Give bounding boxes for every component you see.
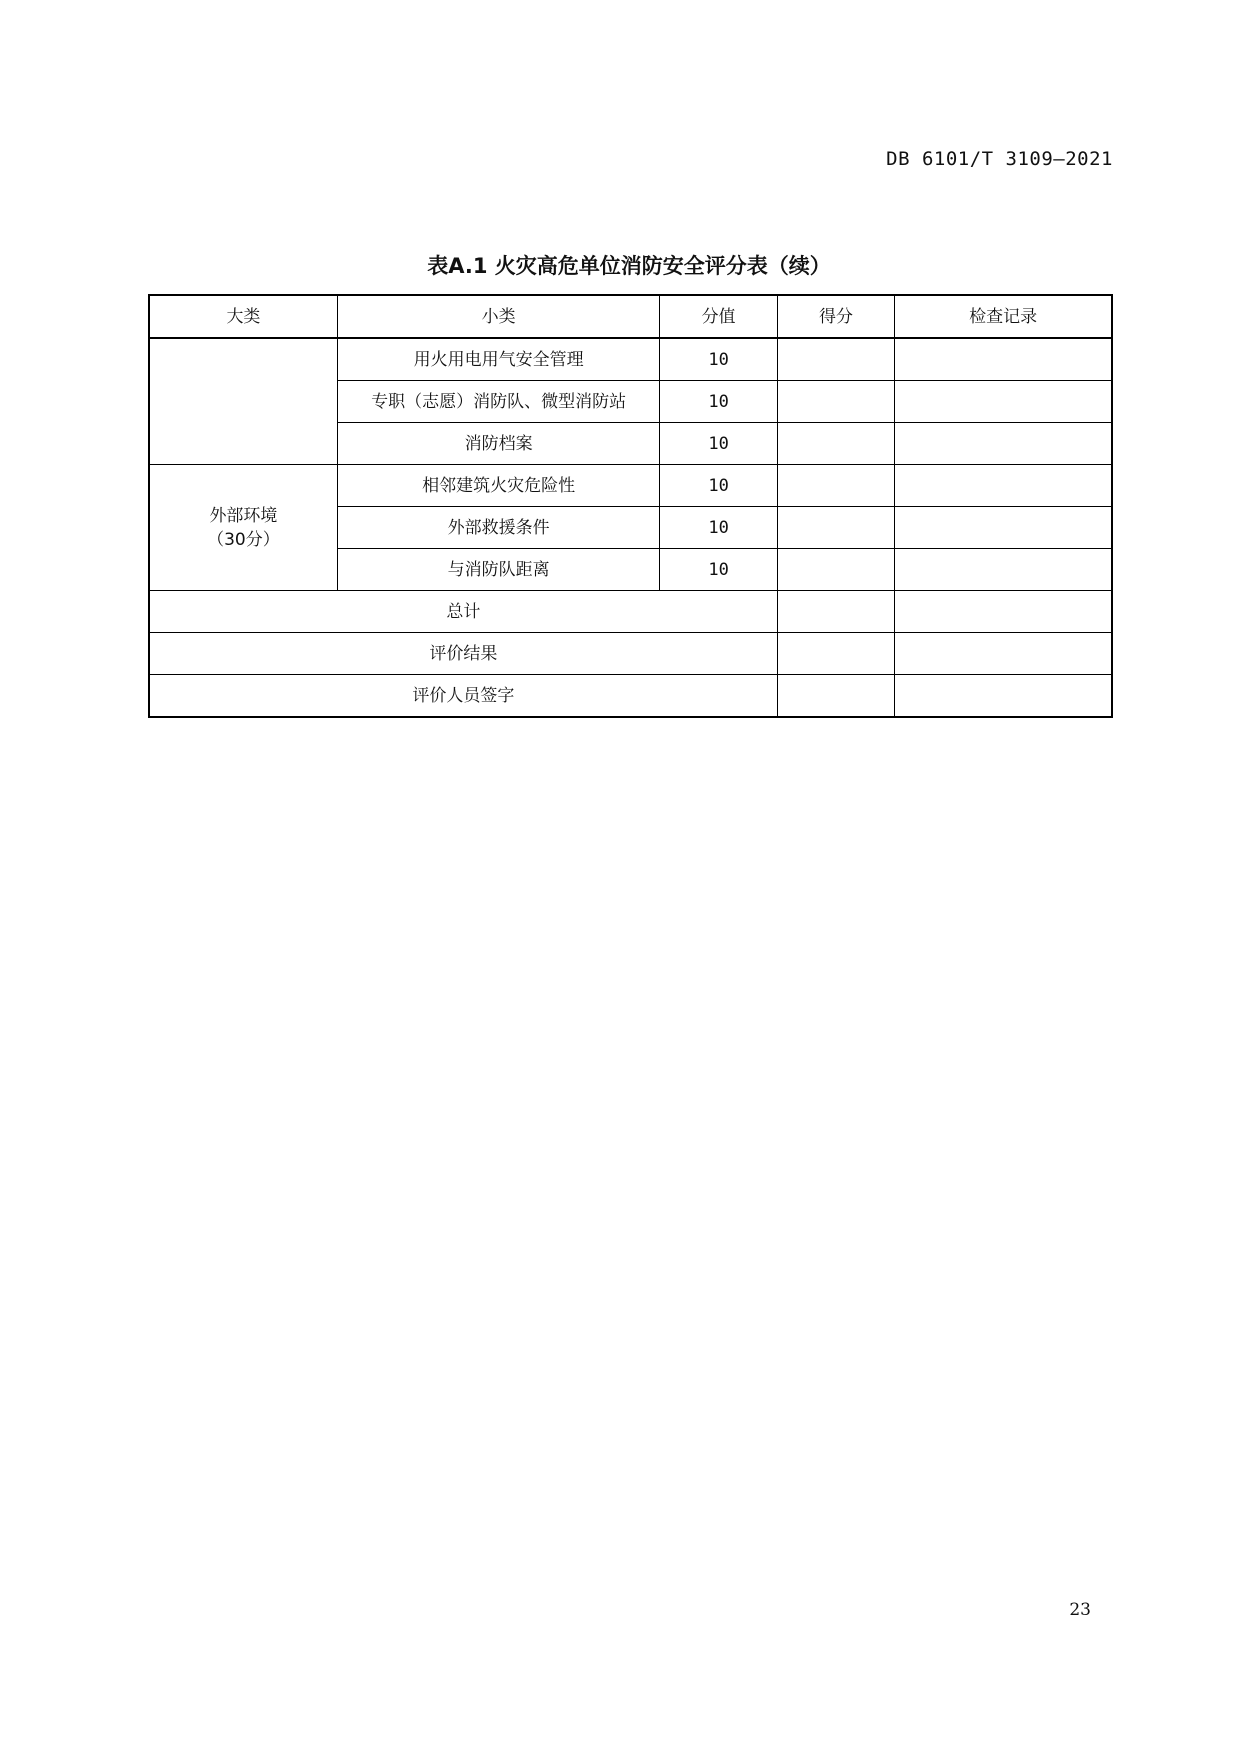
points-cell: 10 [660,423,777,465]
subcategory-cell: 消防档案 [337,423,659,465]
column-header-category: 大类 [149,295,337,338]
record-input-cell[interactable] [895,465,1112,507]
category-label: 外部环境 [209,505,278,526]
points-cell: 10 [660,381,777,423]
table-title: 表A.1 火灾高危单位消防安全评分表（续） [427,254,831,278]
summary-row-total [149,591,1112,633]
category-cell [149,338,337,465]
points-cell: 10 [660,465,777,507]
summary-label: 评价人员签字 [149,675,777,718]
score-input-cell[interactable] [777,423,894,465]
total-record-cell[interactable] [895,591,1112,633]
signature-record-cell[interactable] [895,675,1112,718]
points-cell: 10 [660,338,777,381]
page-number: 23 [1069,1600,1091,1620]
record-input-cell[interactable] [895,507,1112,549]
document-id: DB 6101/T 3109—2021 [886,148,1113,170]
summary-row-result [149,633,1112,675]
score-input-cell[interactable] [777,465,894,507]
score-input-cell[interactable] [777,549,894,591]
signature-score-cell[interactable] [777,675,894,718]
subcategory-cell: 与消防队距离 [337,549,659,591]
record-input-cell[interactable] [895,338,1112,381]
result-record-cell[interactable] [895,633,1112,675]
subcategory-cell: 专职（志愿）消防队、微型消防站 [337,381,659,423]
summary-label: 评价结果 [149,633,777,675]
column-header-inspection-record: 检查记录 [895,295,1112,338]
column-header-score: 得分 [777,295,894,338]
points-cell: 10 [660,507,777,549]
subcategory-cell: 相邻建筑火灾危险性 [337,465,659,507]
column-header-points: 分值 [660,295,777,338]
points-cell: 10 [660,549,777,591]
record-input-cell[interactable] [895,381,1112,423]
record-input-cell[interactable] [895,549,1112,591]
column-header-subcategory: 小类 [337,295,659,338]
record-input-cell[interactable] [895,423,1112,465]
subcategory-cell: 用火用电用气安全管理 [337,338,659,381]
summary-row-signature [149,675,1112,718]
summary-label: 总计 [149,591,777,633]
category-points-label: （30分） [207,529,280,550]
table-row [149,465,1112,507]
score-input-cell[interactable] [777,381,894,423]
score-input-cell[interactable] [777,507,894,549]
subcategory-cell: 外部救援条件 [337,507,659,549]
category-cell-external-environment [149,465,337,591]
score-input-cell[interactable] [777,338,894,381]
fire-safety-score-table [148,294,1113,718]
table-header-row [149,295,1112,338]
result-score-cell[interactable] [777,633,894,675]
total-score-cell[interactable] [777,591,894,633]
table-row [149,338,1112,381]
